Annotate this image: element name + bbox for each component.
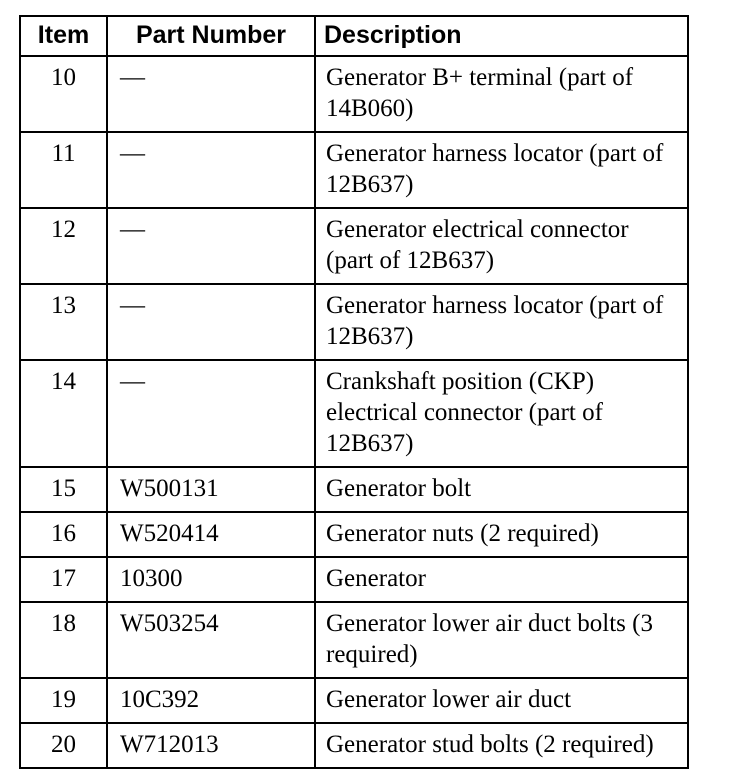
description-cell: Generator electrical connector (part of 12B637)	[315, 208, 688, 284]
table-row	[20, 602, 688, 678]
item-cell: 20	[20, 723, 107, 768]
part-number-cell: —	[107, 208, 315, 284]
table-row	[20, 678, 688, 723]
item-cell: 13	[20, 284, 107, 360]
item-cell: 10	[20, 56, 107, 132]
table-row	[20, 56, 688, 132]
table-row	[20, 360, 688, 467]
part-number-cell: 10300	[107, 557, 315, 602]
table-row	[20, 557, 688, 602]
description-cell: Generator B+ terminal (part of 14B060)	[315, 56, 688, 132]
description-cell: Generator nuts (2 required)	[315, 512, 688, 557]
item-cell: 15	[20, 467, 107, 512]
part-number-cell: W503254	[107, 602, 315, 678]
header-row	[20, 16, 688, 56]
part-number-cell: —	[107, 360, 315, 467]
item-cell: 18	[20, 602, 107, 678]
table-row	[20, 512, 688, 557]
table-row	[20, 723, 688, 768]
description-cell: Generator stud bolts (2 required)	[315, 723, 688, 768]
table-row	[20, 132, 688, 208]
description-cell: Generator lower air duct bolts (3 required)	[315, 602, 688, 678]
part-number-cell: —	[107, 56, 315, 132]
part-number-cell: 10C392	[107, 678, 315, 723]
table-header	[20, 16, 688, 56]
table-row	[20, 284, 688, 360]
item-cell: 12	[20, 208, 107, 284]
description-cell: Generator harness locator (part of 12B637)	[315, 132, 688, 208]
column-header-part-number: Part Number	[107, 16, 315, 56]
description-cell: Crankshaft position (CKP) electrical connector (part of 12B637)	[315, 360, 688, 467]
part-number-cell: W500131	[107, 467, 315, 512]
column-header-description: Description	[315, 16, 688, 56]
item-cell: 19	[20, 678, 107, 723]
description-cell: Generator bolt	[315, 467, 688, 512]
table-row	[20, 208, 688, 284]
part-number-cell: —	[107, 132, 315, 208]
item-cell: 16	[20, 512, 107, 557]
item-cell: 17	[20, 557, 107, 602]
part-number-cell: W712013	[107, 723, 315, 768]
parts-table	[19, 15, 689, 769]
item-cell: 11	[20, 132, 107, 208]
description-cell: Generator	[315, 557, 688, 602]
table-row	[20, 467, 688, 512]
description-cell: Generator harness locator (part of 12B637)	[315, 284, 688, 360]
part-number-cell: W520414	[107, 512, 315, 557]
description-cell: Generator lower air duct	[315, 678, 688, 723]
column-header-item: Item	[20, 16, 107, 56]
part-number-cell: —	[107, 284, 315, 360]
item-cell: 14	[20, 360, 107, 467]
table-body	[20, 56, 688, 768]
